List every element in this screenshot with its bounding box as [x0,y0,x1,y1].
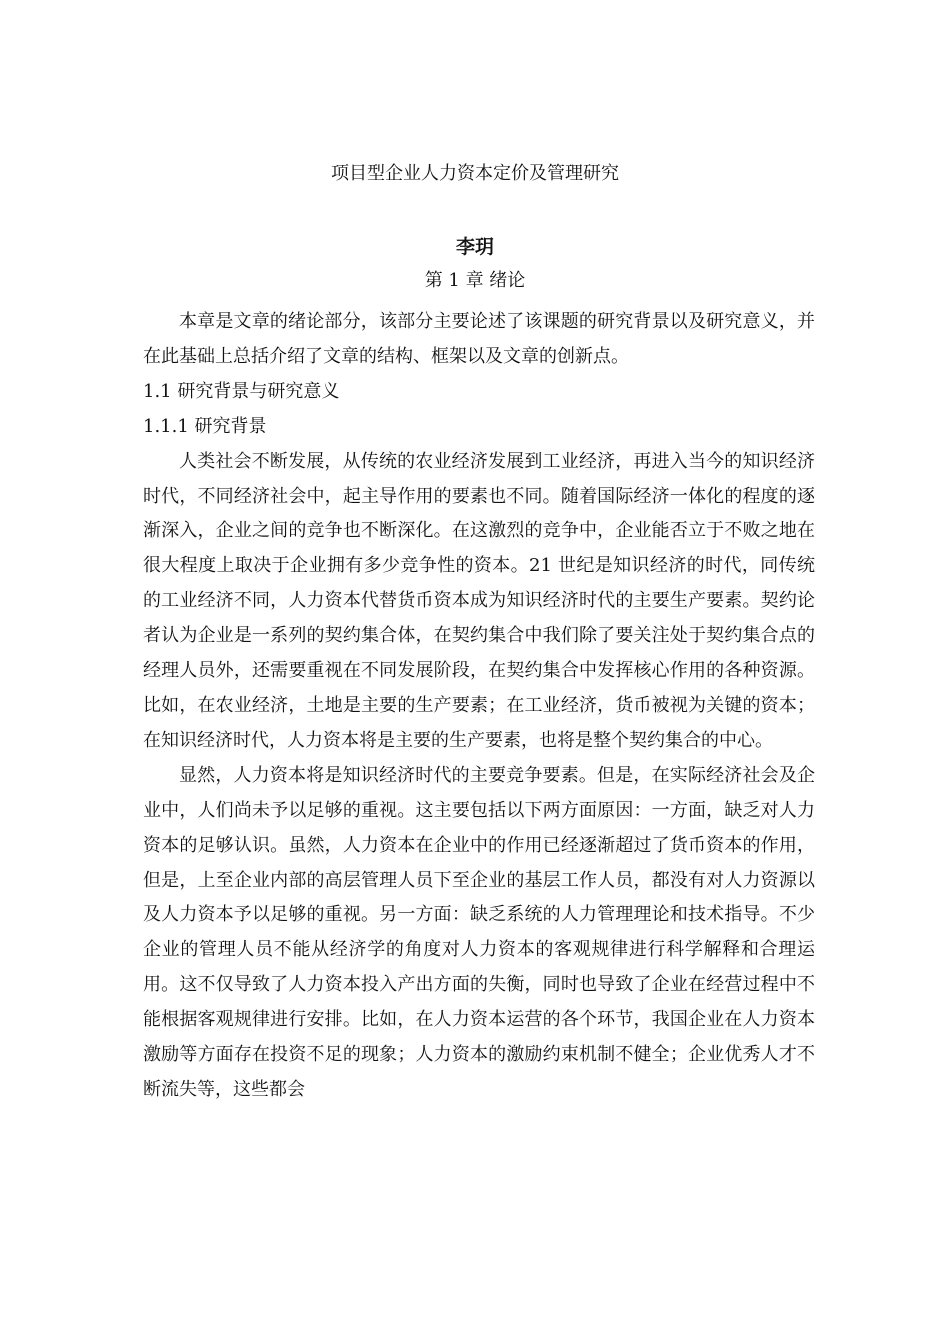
body-text [143,305,815,1108]
section-heading: 1.1 研究背景与研究意义 [143,380,340,402]
paragraph-background-1: 人类社会不断发展，从传统的农业经济发展到工业经济，再进入当今的知识经济时代，不同经济社会中，起主导作用的要素也不同。随着国际经济一体化的程度的逐渐深入，企业之间的竞争也不断深化。在这激烈的竞争中，企业能否立于不败之地在很大程度上取决于企业拥有多少竞争性的资本。21 世纪是知识经济的时代，同传统的工业经济不同，人力资本代替货币资本成为知识经济时代的主要生产要素。契约论者认为企业是一系列的契约集合体，在契约集合中我们除了要关注处于契约集合点的经理人员外，还需要重视在不同发展阶段，在契约集合中发挥核心作用的各种资源。比如，在农业经济，土地是主要的生产要素；在工业经济，货币被视为关键的资本；在知识经济时代，人力资本将是主要的生产要素，也将是整个契约集合的中心。 [143,450,815,751]
paragraph-background-2: 显然，人力资本将是知识经济时代的主要竞争要素。但是，在实际经济社会及企业中，人们尚未予以足够的重视。这主要包括以下两方面原因：一方面，缺乏对人力资本的足够认识。虽然，人力资本在企业中的作用已经逐渐超过了货币资本的作用，但是，上至企业内部的高层管理人员下至企业的基层工作人员，都没有对人力资源以及人力资本予以足够的重视。另一方面：缺乏系统的人力管理理论和技术指导。不少企业的管理人员不能从经济学的角度对人力资本的客观规律进行科学解释和合理运用。这不仅导致了人力资本投入产出方面的失衡，同时也导致了企业在经营过程中不能根据客观规律进行安排。比如，在人力资本运营的各个环节，我国企业在人力资本激励等方面存在投资不足的现象；人力资本的激励约束机制不健全；企业优秀人才不断流失等，这些都会 [143,764,815,1100]
subsection-heading: 1.1.1 研究背景 [143,415,267,437]
author-name: 李玥 [455,236,494,258]
chapter-heading: 第 1 章 绪论 [424,270,526,291]
document-title: 项目型企业人力资本定价及管理研究 [331,163,619,184]
intro-paragraph: 本章是文章的绪论部分，该部分主要论述了该课题的研究背景以及研究意义，并在此基础上总括介绍了文章的结构、框架以及文章的创新点。 [143,311,815,367]
